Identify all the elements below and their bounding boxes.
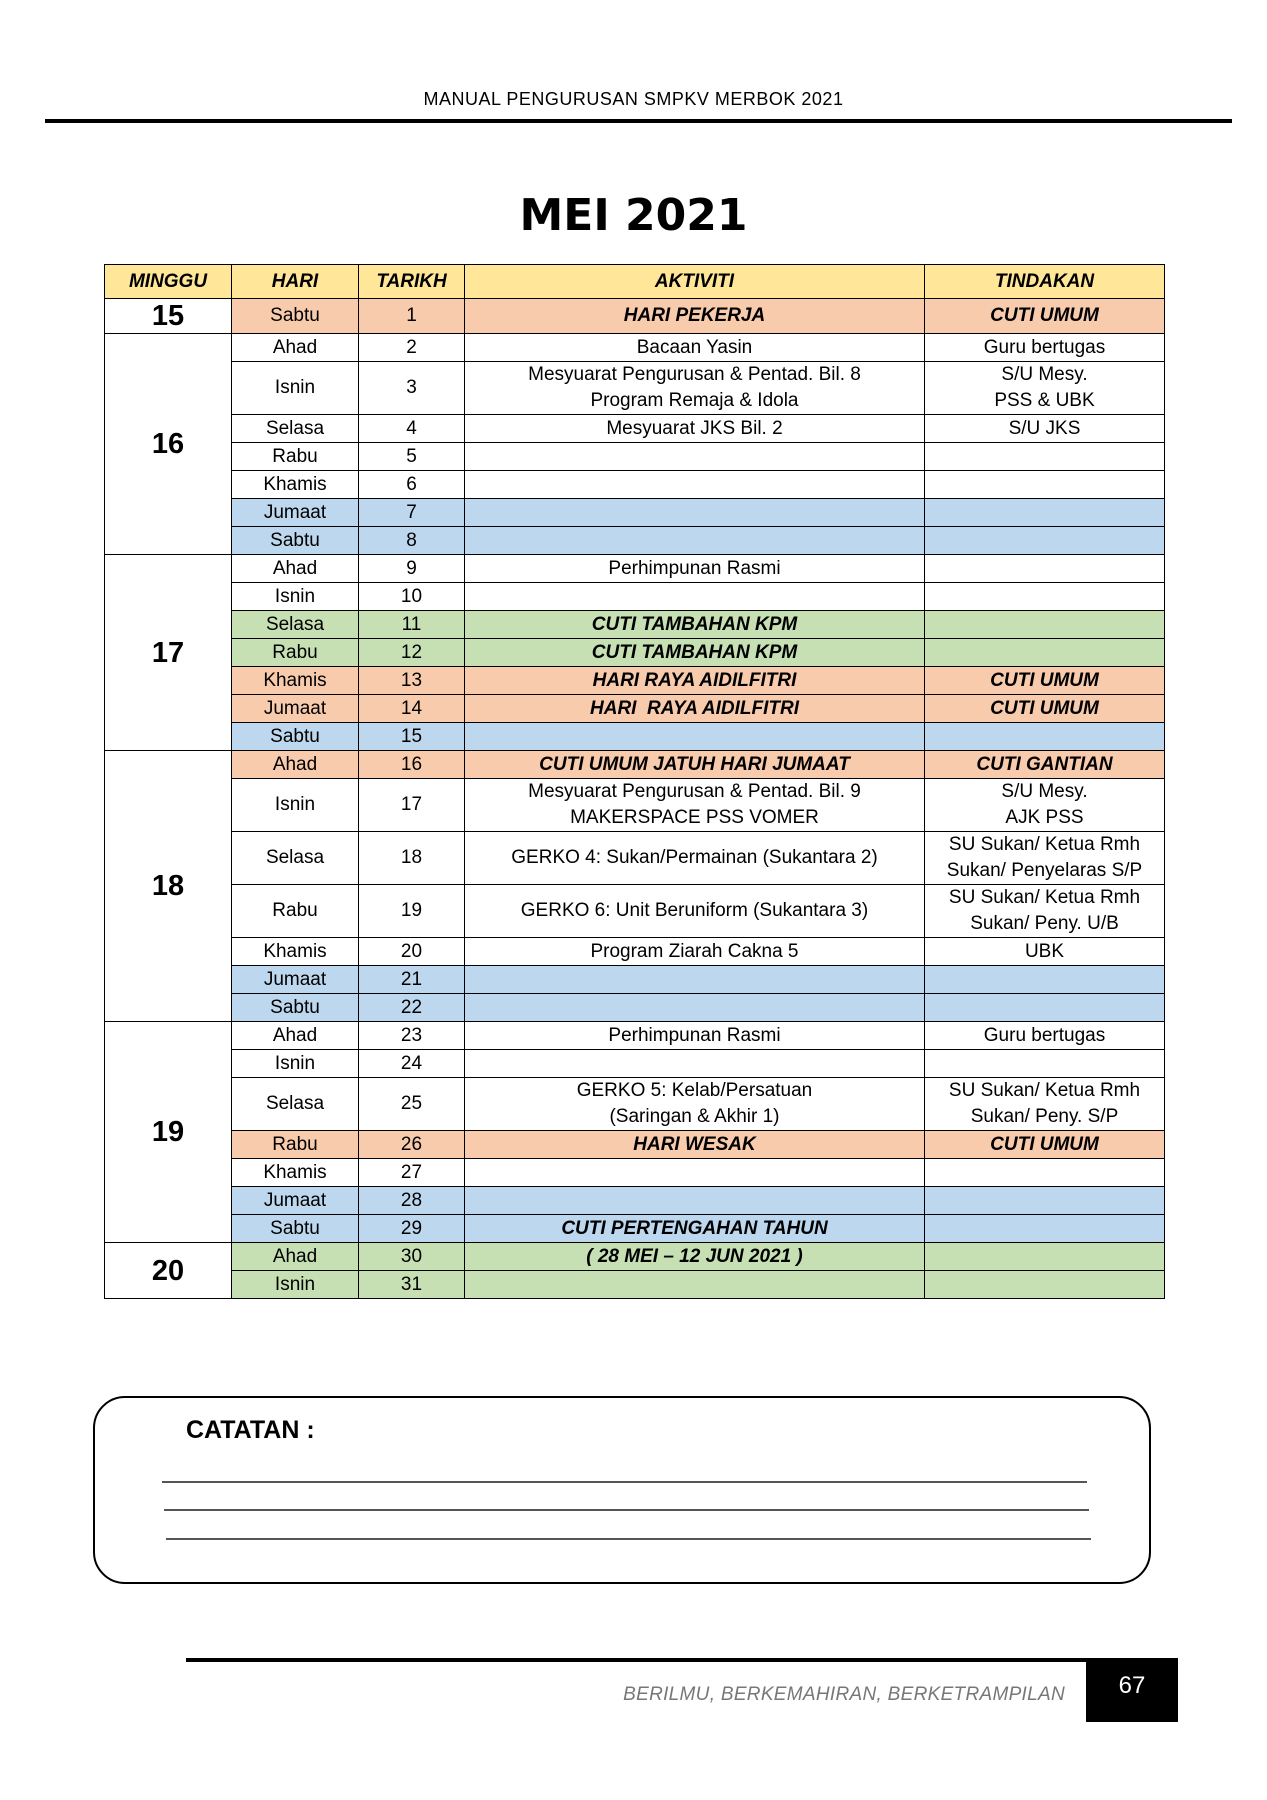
day-cell: Ahad <box>232 1243 359 1271</box>
table-row <box>105 994 1165 1022</box>
table-row <box>105 1159 1165 1187</box>
activity-cell: CUTI UMUM JATUH HARI JUMAAT <box>465 751 925 779</box>
table-row <box>105 527 1165 555</box>
day-cell: Isnin <box>232 1050 359 1078</box>
action-cell: CUTI UMUM <box>925 1131 1165 1159</box>
activity-cell: HARI WESAK <box>465 1131 925 1159</box>
day-cell: Khamis <box>232 1159 359 1187</box>
week-cell: 20 <box>105 1243 232 1299</box>
activity-cell: HARI RAYA AIDILFITRI <box>465 667 925 695</box>
day-cell: Selasa <box>232 832 359 885</box>
activity-cell: ( 28 MEI – 12 JUN 2021 ) <box>465 1243 925 1271</box>
date-cell: 9 <box>359 555 465 583</box>
action-cell <box>925 1159 1165 1187</box>
table-row <box>105 1215 1165 1243</box>
day-cell: Isnin <box>232 362 359 415</box>
activity-cell: Bacaan Yasin <box>465 334 925 362</box>
day-cell: Selasa <box>232 1078 359 1131</box>
activity-cell <box>465 1159 925 1187</box>
page-number: 67 <box>1086 1658 1178 1722</box>
action-cell <box>925 1271 1165 1299</box>
date-cell: 8 <box>359 527 465 555</box>
date-cell: 10 <box>359 583 465 611</box>
activity-line: Mesyuarat Pengurusan & Pentad. Bil. 9 <box>528 781 861 802</box>
activity-cell <box>465 471 925 499</box>
action-line: AJK PSS <box>1005 807 1084 828</box>
action-line: Sukan/ Peny. S/P <box>970 1106 1119 1127</box>
action-cell <box>925 885 1165 938</box>
calendar-table <box>104 264 1165 1299</box>
action-cell: CUTI UMUM <box>925 695 1165 723</box>
page-title: MEI 2021 <box>519 190 748 241</box>
activity-cell: Perhimpunan Rasmi <box>465 1022 925 1050</box>
action-cell <box>925 499 1165 527</box>
action-cell: S/U JKS <box>925 415 1165 443</box>
activity-cell: CUTI TAMBAHAN KPM <box>465 639 925 667</box>
table-row <box>105 751 1165 779</box>
action-line: SU Sukan/ Ketua Rmh <box>948 887 1141 908</box>
action-cell <box>925 1078 1165 1131</box>
activity-cell: CUTI PERTENGAHAN TAHUN <box>465 1215 925 1243</box>
day-cell: Sabtu <box>232 299 359 334</box>
date-cell: 13 <box>359 667 465 695</box>
date-cell: 31 <box>359 1271 465 1299</box>
activity-cell: HARI PEKERJA <box>465 299 925 334</box>
activity-cell: HARI RAYA AIDILFITRI <box>465 695 925 723</box>
column-header-hari: HARI <box>232 265 359 299</box>
table-row <box>105 695 1165 723</box>
day-cell: Khamis <box>232 938 359 966</box>
action-cell <box>925 611 1165 639</box>
action-line: SU Sukan/ Ketua Rmh <box>948 834 1141 855</box>
footer-divider <box>186 1658 1086 1662</box>
table-row <box>105 966 1165 994</box>
day-cell: Ahad <box>232 555 359 583</box>
date-cell: 6 <box>359 471 465 499</box>
activity-cell <box>465 723 925 751</box>
day-cell: Jumaat <box>232 695 359 723</box>
table-row <box>105 938 1165 966</box>
day-cell: Isnin <box>232 779 359 832</box>
activity-cell <box>465 966 925 994</box>
activity-cell: Program Ziarah Cakna 5 <box>465 938 925 966</box>
table-row <box>105 639 1165 667</box>
day-cell: Rabu <box>232 639 359 667</box>
action-line: SU Sukan/ Ketua Rmh <box>948 1080 1141 1101</box>
table-row <box>105 583 1165 611</box>
day-cell: Jumaat <box>232 1187 359 1215</box>
date-cell: 12 <box>359 639 465 667</box>
action-cell <box>925 443 1165 471</box>
week-cell: 15 <box>105 299 232 334</box>
action-cell <box>925 471 1165 499</box>
week-cell: 16 <box>105 334 232 555</box>
date-cell: 28 <box>359 1187 465 1215</box>
date-cell: 18 <box>359 832 465 885</box>
action-cell: CUTI UMUM <box>925 667 1165 695</box>
date-cell: 20 <box>359 938 465 966</box>
day-cell: Ahad <box>232 751 359 779</box>
date-cell: 30 <box>359 1243 465 1271</box>
action-line: S/U Mesy. <box>1001 364 1088 385</box>
table-header-row <box>105 265 1165 299</box>
activity-cell <box>465 499 925 527</box>
date-cell: 11 <box>359 611 465 639</box>
table-row <box>105 1022 1165 1050</box>
action-cell <box>925 583 1165 611</box>
action-line: Sukan/ Peny. U/B <box>970 913 1119 934</box>
action-cell <box>925 527 1165 555</box>
date-cell: 27 <box>359 1159 465 1187</box>
table-row <box>105 471 1165 499</box>
activity-cell: Mesyuarat JKS Bil. 2 <box>465 415 925 443</box>
column-header-tarikh: TARIKH <box>359 265 465 299</box>
action-cell: UBK <box>925 938 1165 966</box>
activity-cell <box>465 1050 925 1078</box>
activity-line: (Saringan & Akhir 1) <box>609 1106 780 1127</box>
date-cell: 26 <box>359 1131 465 1159</box>
table-row <box>105 1271 1165 1299</box>
action-cell <box>925 1187 1165 1215</box>
column-header-minggu: MINGGU <box>105 265 232 299</box>
day-cell: Selasa <box>232 415 359 443</box>
table-row <box>105 1131 1165 1159</box>
week-cell: 19 <box>105 1022 232 1243</box>
action-cell <box>925 639 1165 667</box>
day-cell: Khamis <box>232 667 359 695</box>
date-cell: 14 <box>359 695 465 723</box>
table-row <box>105 555 1165 583</box>
table-row <box>105 299 1165 334</box>
activity-cell <box>465 1271 925 1299</box>
table-row <box>105 885 1165 938</box>
table-row <box>105 415 1165 443</box>
activity-cell <box>465 583 925 611</box>
date-cell: 21 <box>359 966 465 994</box>
day-cell: Rabu <box>232 443 359 471</box>
action-line: S/U Mesy. <box>1001 781 1088 802</box>
activity-line: Program Remaja & Idola <box>590 390 799 411</box>
day-cell: Ahad <box>232 334 359 362</box>
date-cell: 23 <box>359 1022 465 1050</box>
day-cell: Selasa <box>232 611 359 639</box>
action-cell: Guru bertugas <box>925 1022 1165 1050</box>
day-cell: Rabu <box>232 885 359 938</box>
action-cell <box>925 555 1165 583</box>
day-cell: Sabtu <box>232 723 359 751</box>
notes-label: CATATAN : <box>186 1416 315 1444</box>
action-cell <box>925 362 1165 415</box>
table-row <box>105 611 1165 639</box>
notes-line <box>164 1509 1089 1511</box>
table-row <box>105 362 1165 415</box>
date-cell: 25 <box>359 1078 465 1131</box>
activity-cell: GERKO 6: Unit Beruniform (Sukantara 3) <box>465 885 925 938</box>
notes-line <box>162 1481 1087 1483</box>
activity-cell <box>465 527 925 555</box>
date-cell: 29 <box>359 1215 465 1243</box>
activity-cell: GERKO 4: Sukan/Permainan (Sukantara 2) <box>465 832 925 885</box>
date-cell: 19 <box>359 885 465 938</box>
week-cell: 18 <box>105 751 232 1022</box>
action-cell <box>925 1243 1165 1271</box>
table-row <box>105 723 1165 751</box>
date-cell: 2 <box>359 334 465 362</box>
day-cell: Sabtu <box>232 1215 359 1243</box>
date-cell: 3 <box>359 362 465 415</box>
day-cell: Khamis <box>232 471 359 499</box>
date-cell: 1 <box>359 299 465 334</box>
activity-cell: CUTI TAMBAHAN KPM <box>465 611 925 639</box>
action-line: Sukan/ Penyelaras S/P <box>946 860 1143 881</box>
action-cell <box>925 1215 1165 1243</box>
activity-cell <box>465 362 925 415</box>
table-row <box>105 334 1165 362</box>
day-cell: Rabu <box>232 1131 359 1159</box>
day-cell: Jumaat <box>232 966 359 994</box>
footer-motto: BERILMU, BERKEMAHIRAN, BERKETRAMPILAN <box>623 1684 1065 1705</box>
day-cell: Isnin <box>232 1271 359 1299</box>
activity-cell <box>465 1078 925 1131</box>
action-cell <box>925 1050 1165 1078</box>
action-cell: Guru bertugas <box>925 334 1165 362</box>
activity-line: GERKO 5: Kelab/Persatuan <box>576 1080 813 1101</box>
date-cell: 24 <box>359 1050 465 1078</box>
action-cell <box>925 994 1165 1022</box>
column-header-aktiviti: AKTIVITI <box>465 265 925 299</box>
action-cell <box>925 832 1165 885</box>
activity-line: MAKERSPACE PSS VOMER <box>570 807 819 828</box>
date-cell: 4 <box>359 415 465 443</box>
action-cell: CUTI GANTIAN <box>925 751 1165 779</box>
table-row <box>105 1050 1165 1078</box>
document-header: MANUAL PENGURUSAN SMPKV MERBOK 2021 <box>423 89 844 109</box>
action-cell <box>925 723 1165 751</box>
action-cell <box>925 779 1165 832</box>
activity-cell: Perhimpunan Rasmi <box>465 555 925 583</box>
activity-cell <box>465 1187 925 1215</box>
day-cell: Jumaat <box>232 499 359 527</box>
date-cell: 17 <box>359 779 465 832</box>
table-row <box>105 1187 1165 1215</box>
date-cell: 5 <box>359 443 465 471</box>
activity-cell <box>465 779 925 832</box>
table-row <box>105 1078 1165 1131</box>
table-row <box>105 499 1165 527</box>
week-cell: 17 <box>105 555 232 751</box>
activity-cell <box>465 994 925 1022</box>
date-cell: 22 <box>359 994 465 1022</box>
activity-cell <box>465 443 925 471</box>
day-cell: Sabtu <box>232 527 359 555</box>
date-cell: 16 <box>359 751 465 779</box>
table-row <box>105 1243 1165 1271</box>
header-divider <box>45 119 1232 123</box>
date-cell: 7 <box>359 499 465 527</box>
table-row <box>105 832 1165 885</box>
action-cell <box>925 966 1165 994</box>
table-row <box>105 667 1165 695</box>
action-line: PSS & UBK <box>994 390 1095 411</box>
table-row <box>105 443 1165 471</box>
notes-line <box>166 1538 1091 1540</box>
date-cell: 15 <box>359 723 465 751</box>
table-row <box>105 779 1165 832</box>
activity-line: Mesyuarat Pengurusan & Pentad. Bil. 8 <box>528 364 861 385</box>
day-cell: Sabtu <box>232 994 359 1022</box>
day-cell: Isnin <box>232 583 359 611</box>
day-cell: Ahad <box>232 1022 359 1050</box>
action-cell: CUTI UMUM <box>925 299 1165 334</box>
column-header-tindakan: TINDAKAN <box>925 265 1165 299</box>
